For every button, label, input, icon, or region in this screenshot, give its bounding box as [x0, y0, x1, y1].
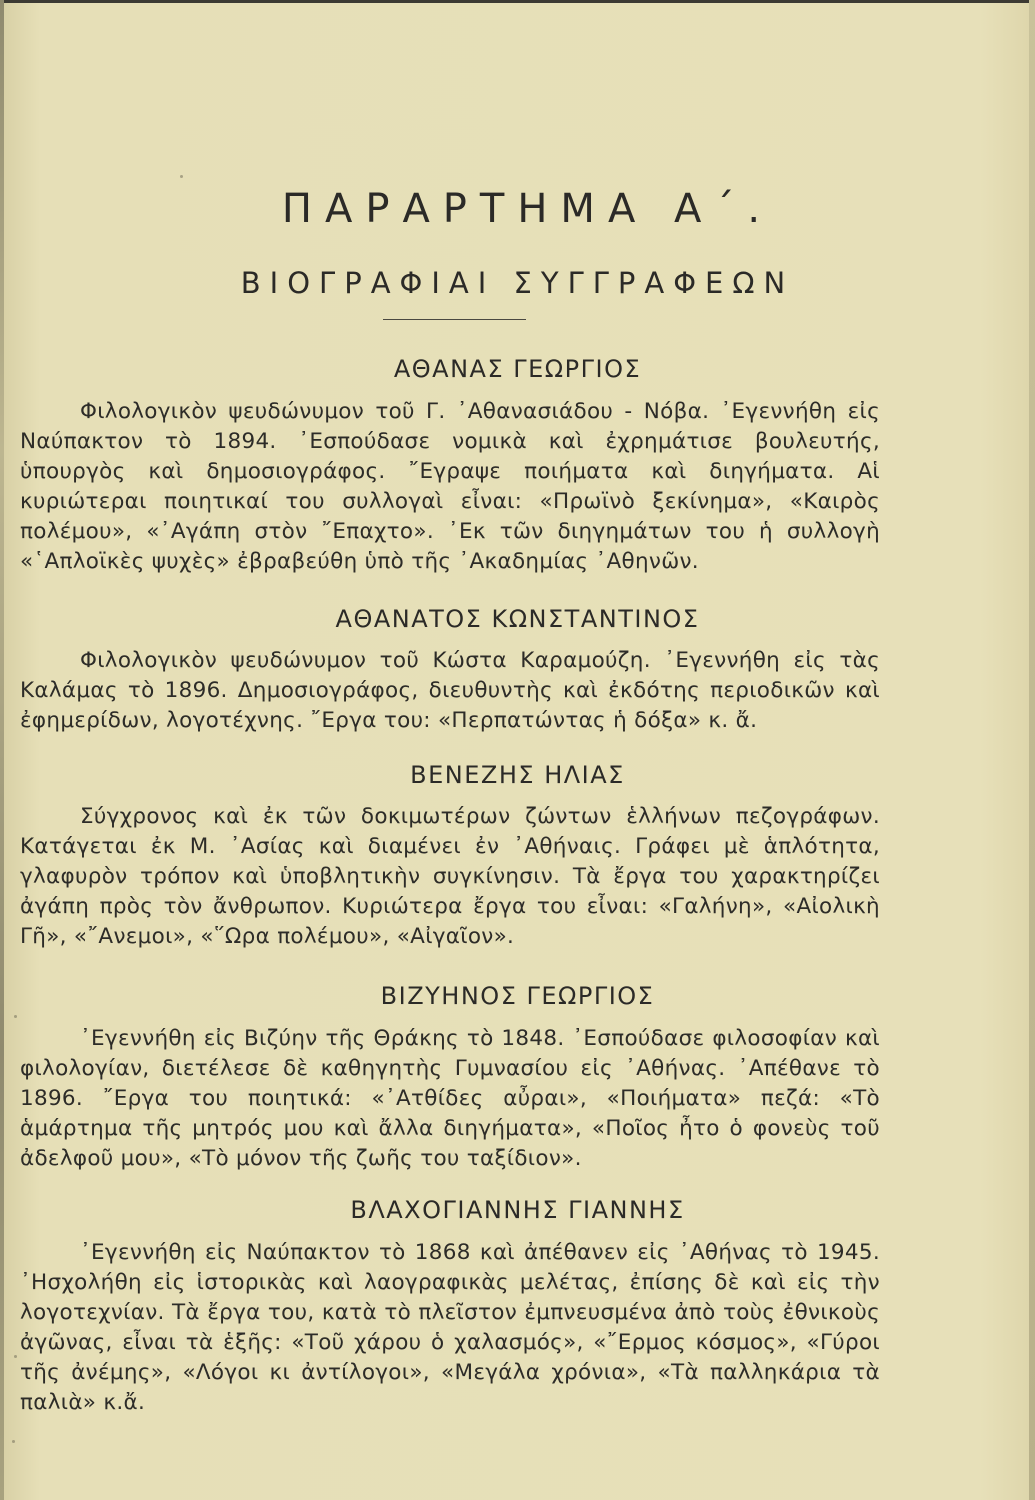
paper-speck [12, 1440, 15, 1443]
author-bio-athanatos: Φιλολογικὸν ψευδώνυμον τοῦ Κώστα Καραμούζη. ᾿Εγεννήθη εἰς τὰς Καλάμας τὸ 1896. Δημοσιογράφος, διευθυντὴς καὶ ἐκδότης περιοδικῶν καὶ ἐφημερίδων, λογοτέχνης. ῎Εργα του: «Περπατώντας ἡ δόξα» κ. ἄ. [20, 648, 880, 733]
author-bio-athanas: Φιλολογικὸν ψευδώνυμον τοῦ Γ. ᾿Αθανασιάδου - Νόβα. ᾿Εγεννήθη εἰς Ναύπακτον τὸ 1894. ᾿Εσπούδασε νομικὰ καὶ ἐχρημάτισε βουλευτής, ὑπουργὸς καὶ δημοσιογράφος. ῎Εγραψε ποιήματα καὶ διηγήματα. Αἱ κυριώτεραι ποιητικαί του συλλογαὶ εἶναι: «Πρωϊνὸ ξεκίνημα», «Καιρὸς πολέμου», «᾿Αγάπη στὸν ῎Επαχτο». ᾿Εκ τῶν διηγημάτων του ἡ συλλογὴ «῾Απλοϊκὲς ψυχὲς» ἐβραβεύθη ὑπὸ τῆς ᾿Ακαδημίας ᾿Αθηνῶν. [20, 399, 880, 574]
author-name-venezis: ΒΕΝΕΖΗΣ ΗΛΙΑΣ [410, 761, 625, 789]
author-name-athanatos: ΑΘΑΝΑΤΟΣ ΚΩΝΣΤΑΝΤΙΝΟΣ [335, 605, 700, 633]
author-name-athanas: ΑΘΑΝΑΣ ΓΕΩΡΓΙΟΣ [393, 355, 642, 383]
top-edge-rule [0, 0, 1035, 3]
author-bio-vizyinos: ᾿Εγεννήθη εἰς Βιζύην τῆς Θράκης τὸ 1848. ᾿Εσπούδασε φιλοσοφίαν καὶ φιλολογίαν, διετέλεσε δὲ καθηγητὴς Γυμνασίου εἰς ᾿Αθήνας. ᾿Απέθανε τὸ 1896. ῎Εργα του ποιητικά: «᾿Ατθίδες αὖραι», «Ποιήματα» πεζά: «Τὸ ἁμάρτημα τῆς μητρός μου καὶ ἄλλα διηγήματα», «Ποῖος ἦτο ὁ φονεὺς τοῦ ἀδελφοῦ μου», «Τὸ μόνον τῆς ζωῆς του ταξίδιον». [20, 1026, 880, 1171]
page-title: ΠΑΡΑΡΤΗΜΑ Α΄. [281, 186, 774, 232]
author-name-vlachogiannis: ΒΛΑΧΟΓΙΑΝΝΗΣ ΓΙΑΝΝΗΣ [350, 1196, 685, 1224]
title-divider [383, 319, 526, 320]
paper-speck [14, 1355, 17, 1358]
author-bio-vlachogiannis: ᾿Εγεννήθη εἰς Ναύπακτον τὸ 1868 καὶ ἀπέθανεν εἰς ᾿Αθήνας τὸ 1945. ᾿Ησχολήθη εἰς ἱστορικὰς καὶ λαογραφικὰς μελέτας, ἐπίσης δὲ καὶ εἰς τὴν λογοτεχνίαν. Τὰ ἔργα του, κατὰ τὸ πλεῖστον ἐμπνευσμένα ἀπὸ τοὺς ἐθνικοὺς ἀγῶνας, εἶναι τὰ ἑξῆς: «Τοῦ χάρου ὁ χαλασμός», «῎Ερμος κόσμος», «Γύροι τῆς ἀνέμης», «Λόγοι κι ἀντίλογοι», «Μεγάλα χρόνια», «Τὰ παλληκάρια τὰ παλιὰ» κ.ἄ. [20, 1240, 880, 1415]
page-subtitle: ΒΙΟΓΡΑΦΙΑΙ ΣΥΓΓΡΑΦΕΩΝ [240, 266, 795, 300]
author-bio-venezis: Σύγχρονος καὶ ἐκ τῶν δοκιμωτέρων ζώντων ἑλλήνων πεζογράφων. Κατάγεται ἐκ Μ. ᾿Ασίας καὶ διαμένει ἐν ᾿Αθήναις. Γράφει μὲ ἁπλότητα, γλαφυρὸν τρόπον καὶ ὑποβλητικὴν συγκίνησιν. Τὰ ἔργα του χαρακτηρίζει ἀγάπη πρὸς τὸν ἄνθρωπον. Κυριώτερα ἔργα του εἶναι: «Γαλήνη», «Αἰολικὴ Γῆ», «῎Ανεμοι», «῞Ωρα πολέμου», «Αἰγαῖον». [20, 804, 880, 949]
paper-speck [14, 1015, 17, 1018]
author-name-vizyinos: ΒΙΖΥΗΝΟΣ ΓΕΩΡΓΙΟΣ [380, 982, 655, 1010]
paper-speck [180, 175, 183, 178]
